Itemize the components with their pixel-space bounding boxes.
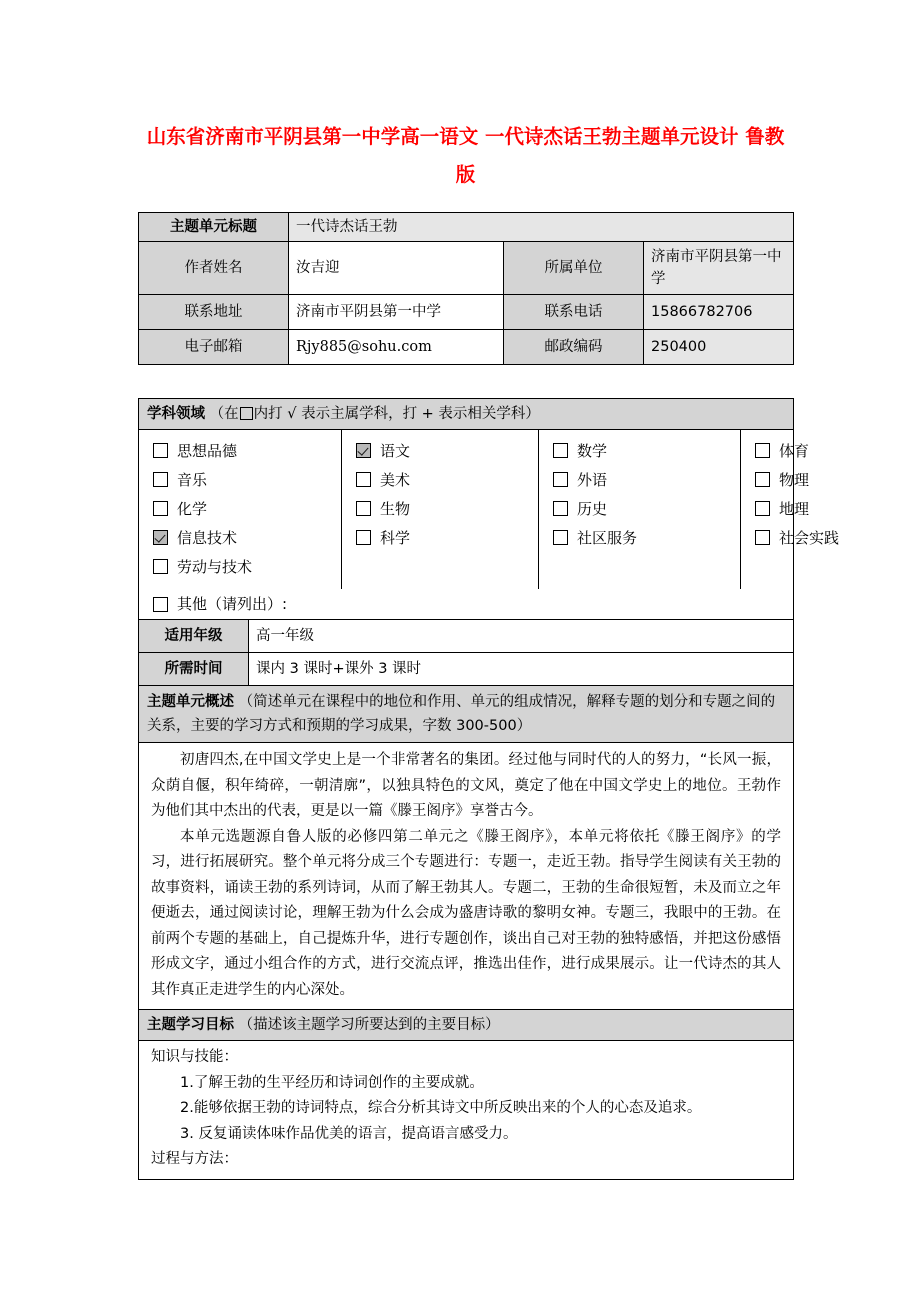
subject-checkbox-row[interactable]: [553, 436, 736, 465]
objectives-item: 1.了解王勃的生平经历和诗词创作的主要成就。: [180, 1074, 484, 1091]
subject-grid-cell: [139, 430, 840, 620]
checkbox-icon[interactable]: [755, 501, 770, 516]
subject-checkbox-label: 思想品德: [177, 441, 238, 460]
subject-area-header: [139, 399, 794, 430]
postcode-value: 250400: [644, 330, 794, 365]
author-name-value: 汝吉迎: [289, 242, 504, 295]
organization-value: 济南市平阴县第一中学: [644, 242, 794, 295]
overview-prose: [139, 743, 793, 1009]
main-body-table: [138, 398, 840, 1180]
email-label: 电子邮箱: [139, 330, 289, 365]
checkbox-icon[interactable]: [153, 472, 168, 487]
subject-checkbox-row[interactable]: [553, 494, 736, 523]
checkbox-icon[interactable]: [553, 443, 568, 458]
subject-checkbox-label: 音乐: [177, 470, 208, 489]
subject-checkbox-row[interactable]: [356, 436, 534, 465]
unit-title-label: 主题单元标题: [139, 213, 289, 242]
subject-checkbox-label: 化学: [177, 499, 208, 518]
subject-area-note-b: 内打 √ 表示主属学科，打 + 表示相关学科）: [253, 406, 540, 422]
objectives-item: 3. 反复诵读体味作品优美的语言，提高语言感受力。: [180, 1125, 518, 1142]
checkbox-checked-icon[interactable]: [356, 443, 371, 458]
subject-checkbox-row[interactable]: [356, 465, 534, 494]
subject-checkbox-label: 数学: [577, 441, 608, 460]
checkbox-icon[interactable]: [755, 472, 770, 487]
overview-header-row: [139, 686, 794, 743]
phone-value: 15866782706: [644, 295, 794, 330]
subject-checkbox-row[interactable]: [356, 494, 534, 523]
subject-checkbox-row[interactable]: [153, 436, 337, 465]
objectives-body-row: [139, 1041, 794, 1180]
subject-checkbox-row[interactable]: [553, 523, 736, 552]
subject-checkbox-label: 社会实践: [779, 528, 840, 547]
checkbox-icon[interactable]: [356, 472, 371, 487]
grade-label: 适用年级: [139, 620, 249, 653]
subject-other-row[interactable]: [139, 589, 793, 619]
subject-checkbox-label: 语文: [380, 441, 411, 460]
subject-checkbox-row[interactable]: [153, 523, 337, 552]
subject-checkbox-label: 劳动与技术: [177, 557, 253, 576]
objectives-body-cell: [139, 1041, 794, 1180]
subject-other-label: 其他（请列出）:: [177, 595, 288, 613]
overview-paragraph-1: 初唐四杰,在中国文学史上是一个非常著名的集团。经过他与同时代的人的努力，“长风一振，众荫自偃，积年绮碎，一朝清廓”，以独具特色的文风，奠定了他在中国文学史上的地位。王勃作为他们其中杰出的代表，更是以一篇《滕王阁序》享誉古今。: [151, 752, 781, 819]
table-row: [139, 330, 794, 365]
subject-column-1: [139, 430, 342, 589]
subject-checkbox-row[interactable]: [356, 523, 534, 552]
subject-column-2: [342, 430, 539, 589]
subject-checkbox-label: 历史: [577, 499, 608, 518]
objectives-content: [139, 1041, 793, 1179]
author-name-label: 作者姓名: [139, 242, 289, 295]
objectives-section-1-title: 知识与技能：: [151, 1049, 238, 1065]
checkbox-icon[interactable]: [553, 530, 568, 545]
phone-label: 联系电话: [504, 295, 644, 330]
subject-checkbox-row[interactable]: [153, 552, 337, 581]
subject-checkbox-label: 社区服务: [577, 528, 638, 547]
page-title: 山东省济南市平阴县第一中学高一语文 一代诗杰话王勃主题单元设计 鲁教版: [146, 125, 785, 186]
unit-title-value: 一代诗杰话王勃: [289, 213, 794, 242]
subject-checkbox-row[interactable]: [755, 436, 810, 465]
subject-checkbox-row[interactable]: [553, 465, 736, 494]
subject-checkbox-label: 科学: [380, 528, 411, 547]
checkbox-icon[interactable]: [755, 443, 770, 458]
checkbox-icon[interactable]: [553, 501, 568, 516]
overview-paragraph-2: 本单元选题源自鲁人版的必修四第二单元之《滕王阁序》，本单元将依托《滕王阁序》的学习，进行拓展研究。整个单元将分成三个专题进行：专题一，走近王勃。指导学生阅读有关王勃的故事资料，诵读王勃的系列诗词，从而了解王勃其人。专题二，王勃的生命很短暂，未及而立之年便逝去，通过阅读讨论，理解王勃为什么会成为盛唐诗歌的黎明女神。专题三，我眼中的王勃。在前两个专题的基础上，自己提炼升华，进行专题创作，谈出自己对王勃的独特感悟，并把这份感悟形成文字，通过小组合作的方式，进行交流点评，推选出佳作，进行成果展示。让一代诗杰的其人其作真正走进学生的内心深处。: [151, 828, 781, 998]
checkbox-icon[interactable]: [356, 501, 371, 516]
email-value: Rjy885@sohu.com: [289, 330, 504, 365]
subject-area-header-row: [139, 399, 794, 430]
address-value: 济南市平阴县第一中学: [289, 295, 504, 330]
checkbox-icon[interactable]: [153, 443, 168, 458]
subject-checkbox-grid: [139, 430, 840, 589]
subject-checkbox-label: 体育: [779, 441, 810, 460]
address-label: 联系地址: [139, 295, 289, 330]
postcode-label: 邮政编码: [504, 330, 644, 365]
objectives-title: 主题学习目标: [147, 1017, 234, 1033]
table-row: [139, 213, 794, 242]
subject-checkbox-row[interactable]: [755, 465, 810, 494]
grade-value: 高一年级: [249, 620, 794, 653]
objectives-section-2-title: 过程与方法：: [151, 1151, 238, 1167]
time-value: 课内 3 课时+课外 3 课时: [249, 653, 794, 686]
subject-column-4: [741, 430, 840, 589]
subject-checkbox-row[interactable]: [755, 494, 810, 523]
identity-table: [138, 212, 794, 365]
subject-checkbox-label: 生物: [380, 499, 411, 518]
subject-grid-row: [139, 430, 794, 620]
subject-column-3: [539, 430, 741, 589]
organization-label: 所属单位: [504, 242, 644, 295]
subject-checkbox-row[interactable]: [153, 494, 337, 523]
objectives-item: 2.能够依据王勃的诗词特点，综合分析其诗文中所反映出来的个人的心态及追求。: [180, 1100, 702, 1116]
checkbox-icon[interactable]: [356, 530, 371, 545]
checkbox-checked-icon[interactable]: [153, 530, 168, 545]
objectives-header: [139, 1010, 794, 1041]
subject-checkbox-label: 美术: [380, 470, 411, 489]
subject-area-note-a: （在: [209, 406, 239, 422]
overview-note: （简述单元在课程中的地位和作用、单元的组成情况，解释专题的划分和专题之间的关系，主要的学习方式和预期的学习成果，字数 300-500）: [147, 694, 776, 734]
table-row: [139, 295, 794, 330]
checkbox-icon[interactable]: [755, 530, 770, 545]
grade-row: [139, 620, 794, 653]
time-label: 所需时间: [139, 653, 249, 686]
subject-checkbox-label: 信息技术: [177, 528, 238, 547]
subject-checkbox-row[interactable]: [755, 523, 840, 552]
subject-checkbox-label: 地理: [779, 499, 810, 518]
checkbox-icon[interactable]: [153, 501, 168, 516]
subject-checkbox-row[interactable]: [153, 465, 337, 494]
subject-area-title: 学科领域: [147, 406, 205, 422]
checkbox-icon[interactable]: [553, 472, 568, 487]
checkbox-icon[interactable]: [153, 559, 168, 574]
overview-title: 主题单元概述: [147, 694, 234, 710]
overview-body-cell: [139, 743, 794, 1010]
table-row: [139, 242, 794, 295]
overview-body-row: [139, 743, 794, 1010]
subject-checkbox-label: 外语: [577, 470, 608, 489]
objectives-header-row: [139, 1010, 794, 1041]
checkbox-icon: [240, 407, 253, 420]
subject-checkbox-label: 物理: [779, 470, 810, 489]
overview-header: [139, 686, 794, 743]
objectives-note: （描述该主题学习所要达到的主要目标）: [238, 1017, 500, 1033]
time-row: [139, 653, 794, 686]
checkbox-other-icon[interactable]: [153, 597, 168, 612]
